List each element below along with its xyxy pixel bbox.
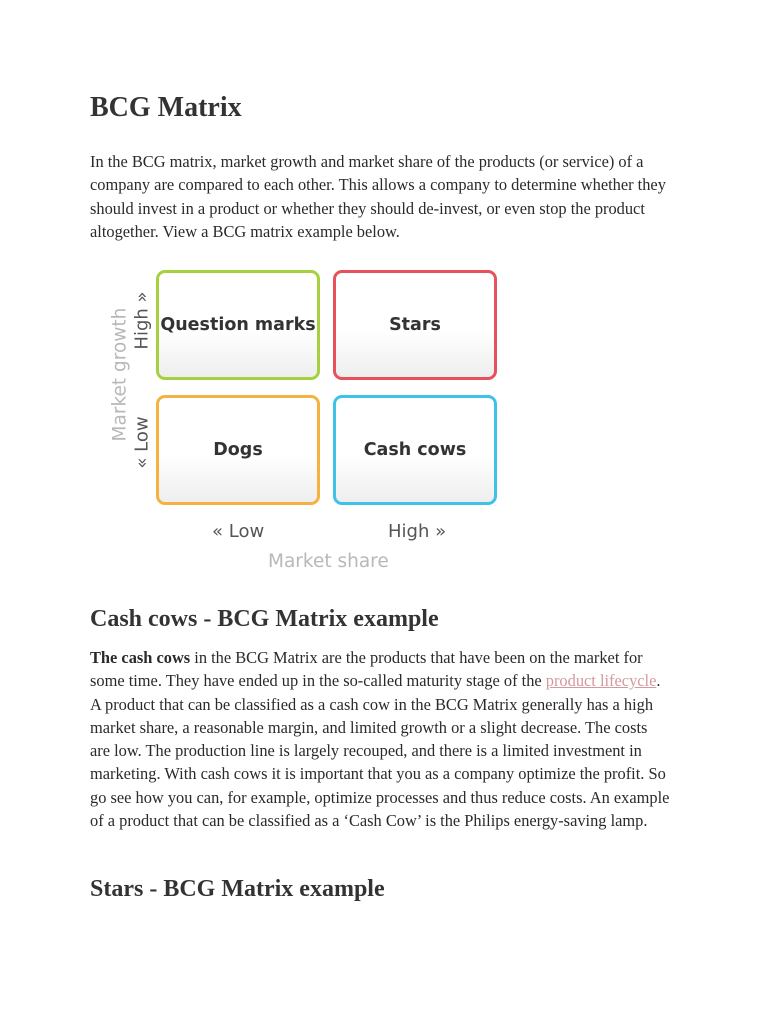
y-axis — [109, 262, 160, 512]
x-axis-low-label: « Low — [212, 521, 265, 542]
section-heading-stars: Stars - BCG Matrix example — [90, 876, 385, 902]
quadrant-stars: Stars — [333, 270, 497, 380]
x-axis-title: Market share — [268, 551, 389, 572]
product-lifecycle-link[interactable]: product lifecycle — [545, 671, 657, 691]
page-title: BCG Matrix — [90, 92, 242, 123]
bcg-matrix-figure — [90, 262, 520, 582]
cash-cows-text-2: . A product that can be classified as a cash cow in the BCG Matrix generally has a high market share, a reasonable margin, and limited growth or a slight decrease. The costs are low. The production line is largely recouped, and there is a limited investment in marketing. With cash cows it is important that you as a company optimize the profit. So go see how you can, for example, optimize processes and thus reduce costs. An example of a product that can be classified as a ‘Cash Cow’ is the Philips energy-saving lamp. — [90, 671, 670, 831]
quadrant-dogs: Dogs — [156, 395, 320, 505]
cash-cows-text-1: in the BCG Matrix are the products that have been on the market for some time. They have ended up in the so-called maturity stage of the — [90, 648, 643, 691]
quadrant-question-marks: Question marks — [156, 270, 320, 380]
quadrant-cash-cows: Cash cows — [333, 395, 497, 505]
x-axis-high-label: High » — [388, 521, 447, 542]
cash-cows-paragraph — [90, 646, 670, 832]
section-heading-cash-cows: Cash cows - BCG Matrix example — [90, 606, 439, 632]
intro-paragraph: In the BCG matrix, market growth and market share of the products (or service) of a company are compared to each other. This allows a company to determine whether they should invest in a product or whether they should de-invest, or even stop the product altogether. View a BCG matrix example below. — [90, 152, 666, 241]
y-axis-high-label: High » — [131, 291, 153, 350]
cash-cows-lead: The cash cows — [90, 648, 191, 667]
y-axis-low-label: « Low — [131, 416, 153, 469]
y-axis-title: Market growth — [109, 307, 131, 442]
